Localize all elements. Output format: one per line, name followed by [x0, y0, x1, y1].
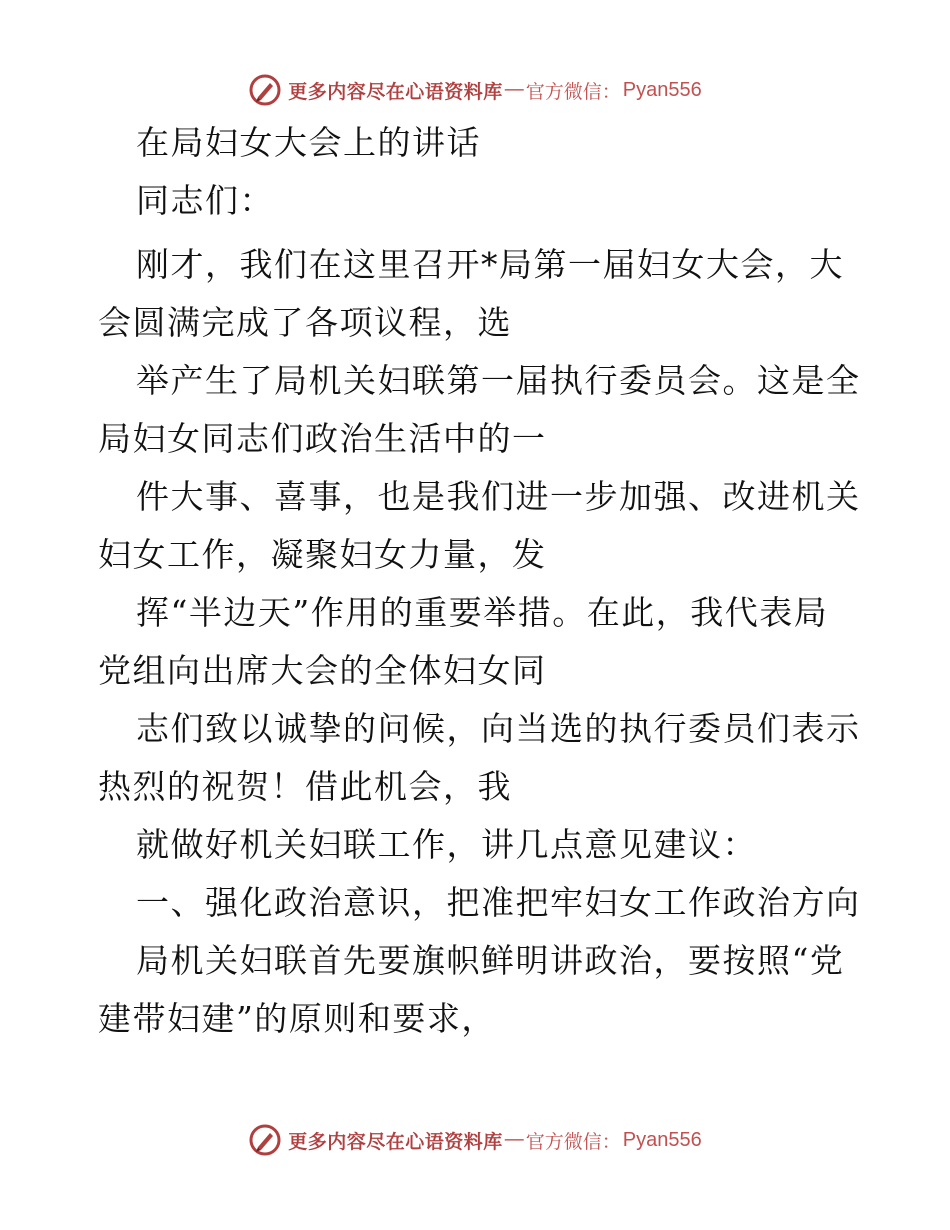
text-line: 妇女工作，凝聚妇女力量，发: [98, 535, 547, 574]
footer-banner: [0, 1120, 950, 1160]
pen-logo-icon: [248, 1123, 282, 1157]
text-line: 局妇女同志们政治生活中的一: [98, 419, 547, 458]
header-banner: [0, 70, 950, 110]
text-line: 刚才，我们在这里召开*局第一届妇女大会，大: [136, 245, 844, 284]
text-line: 会圆满完成了各项议程，选: [98, 303, 512, 342]
text-line: 件大事、喜事，也是我们进一步加强、改进机关: [136, 477, 861, 516]
text-line: 局机关妇联首先要旗帜鲜明讲政治，要按照“党: [136, 941, 845, 980]
document-title: 在局妇女大会上的讲话: [136, 123, 481, 162]
banner-site-text: 更多内容尽在心语资料库: [288, 1130, 503, 1153]
text-line: 就做好机关妇联工作，讲几点意见建议：: [136, 825, 757, 864]
banner-wechat-id: Pyan556: [622, 78, 702, 101]
text-line: 挥“半边天”作用的重要举措。在此，我代表局: [136, 593, 829, 632]
banner-site-text: 更多内容尽在心语资料库: [288, 80, 503, 103]
banner-wechat-label: 官方微信：: [525, 1130, 621, 1153]
text-line: 举产生了局机关妇联第一届执行委员会。这是全: [136, 361, 861, 400]
banner-wechat-id: Pyan556: [622, 1128, 702, 1151]
section-heading: 一、强化政治意识，把准把牢妇女工作政治方向: [136, 883, 861, 922]
pen-logo-icon: [248, 73, 282, 107]
banner-dash: —: [504, 1129, 524, 1150]
text-line: 志们致以诚挚的问候，向当选的执行委员们表示: [136, 709, 861, 748]
banner-wechat-label: 官方微信：: [525, 80, 621, 103]
text-line: 党组向出席大会的全体妇女同: [98, 651, 547, 690]
text-line: 热烈的祝贺！借此机会，我: [98, 767, 512, 806]
salutation: 同志们：: [136, 181, 274, 220]
banner-dash: —: [504, 79, 524, 100]
text-line: 建带妇建”的原则和要求，: [98, 999, 496, 1038]
